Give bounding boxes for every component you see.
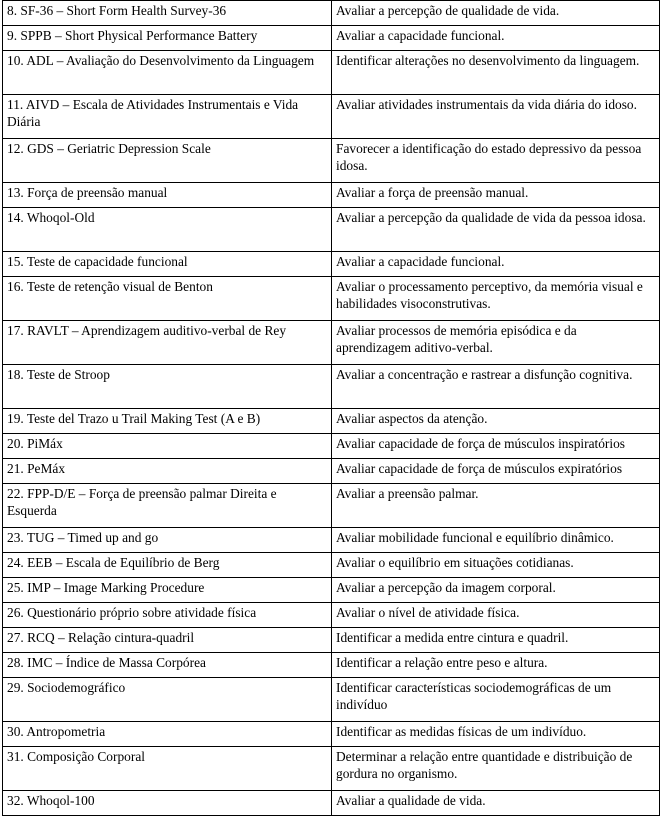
purpose-cell: Avaliar o processamento perceptivo, da memória visual e habilidades visoconstrutivas. bbox=[332, 277, 660, 321]
table-row bbox=[3, 434, 660, 459]
table-row bbox=[3, 26, 660, 51]
instrument-cell: 15. Teste de capacidade funcional bbox=[3, 252, 332, 277]
table-row bbox=[3, 603, 660, 628]
table-row bbox=[3, 208, 660, 252]
table-row bbox=[3, 409, 660, 434]
instrument-cell: 23. TUG – Timed up and go bbox=[3, 528, 332, 553]
table-row bbox=[3, 722, 660, 747]
table-row bbox=[3, 459, 660, 484]
table-row bbox=[3, 484, 660, 528]
instrument-cell: 19. Teste del Trazo u Trail Making Test (A e B) bbox=[3, 409, 332, 434]
table-row bbox=[3, 791, 660, 816]
purpose-cell: Avaliar a preensão palmar. bbox=[332, 484, 660, 528]
purpose-cell: Identificar a medida entre cintura e quadril. bbox=[332, 628, 660, 653]
purpose-cell: Avaliar o nível de atividade física. bbox=[332, 603, 660, 628]
purpose-cell: Avaliar atividades instrumentais da vida diária do idoso. bbox=[332, 95, 660, 139]
table-row bbox=[3, 277, 660, 321]
instrument-cell: 31. Composição Corporal bbox=[3, 747, 332, 791]
table-row bbox=[3, 252, 660, 277]
table-row bbox=[3, 678, 660, 722]
instruments-table bbox=[2, 0, 660, 816]
purpose-cell: Favorecer a identificação do estado depressivo da pessoa idosa. bbox=[332, 139, 660, 183]
instrument-cell: 24. EEB – Escala de Equilíbrio de Berg bbox=[3, 553, 332, 578]
table-row bbox=[3, 553, 660, 578]
table-row bbox=[3, 95, 660, 139]
purpose-cell: Avaliar a concentração e rastrear a disfunção cognitiva. bbox=[332, 365, 660, 409]
purpose-cell: Identificar alterações no desenvolvimento da linguagem. bbox=[332, 51, 660, 95]
instrument-cell: 14. Whoqol-Old bbox=[3, 208, 332, 252]
purpose-cell: Identificar a relação entre peso e altura. bbox=[332, 653, 660, 678]
instrument-cell: 27. RCQ – Relação cintura-quadril bbox=[3, 628, 332, 653]
instrument-cell: 29. Sociodemográfico bbox=[3, 678, 332, 722]
purpose-cell: Avaliar mobilidade funcional e equilíbrio dinâmico. bbox=[332, 528, 660, 553]
instrument-cell: 8. SF-36 – Short Form Health Survey-36 bbox=[3, 1, 332, 26]
purpose-cell: Avaliar o equilíbrio em situações cotidianas. bbox=[332, 553, 660, 578]
purpose-cell: Avaliar a percepção da imagem corporal. bbox=[332, 578, 660, 603]
instrument-cell: 25. IMP – Image Marking Procedure bbox=[3, 578, 332, 603]
purpose-cell: Avaliar a percepção de qualidade de vida. bbox=[332, 1, 660, 26]
instrument-cell: 9. SPPB – Short Physical Performance Battery bbox=[3, 26, 332, 51]
instrument-cell: 21. PeMáx bbox=[3, 459, 332, 484]
table-row bbox=[3, 1, 660, 26]
table-row bbox=[3, 51, 660, 95]
table-row bbox=[3, 653, 660, 678]
purpose-cell: Avaliar aspectos da atenção. bbox=[332, 409, 660, 434]
purpose-cell: Avaliar capacidade de força de músculos inspiratórios bbox=[332, 434, 660, 459]
table-row bbox=[3, 321, 660, 365]
instrument-cell: 32. Whoqol-100 bbox=[3, 791, 332, 816]
purpose-cell: Determinar a relação entre quantidade e distribuição de gordura no organismo. bbox=[332, 747, 660, 791]
table-row bbox=[3, 365, 660, 409]
purpose-cell: Identificar características sociodemográficas de um indivíduo bbox=[332, 678, 660, 722]
instrument-cell: 28. IMC – Índice de Massa Corpórea bbox=[3, 653, 332, 678]
table-row bbox=[3, 139, 660, 183]
table-row bbox=[3, 578, 660, 603]
instrument-cell: 17. RAVLT – Aprendizagem auditivo-verbal de Rey bbox=[3, 321, 332, 365]
instrument-cell: 20. PiMáx bbox=[3, 434, 332, 459]
purpose-cell: Avaliar a capacidade funcional. bbox=[332, 252, 660, 277]
purpose-cell: Avaliar a força de preensão manual. bbox=[332, 183, 660, 208]
table-row bbox=[3, 628, 660, 653]
instrument-cell: 13. Força de preensão manual bbox=[3, 183, 332, 208]
table-row bbox=[3, 747, 660, 791]
purpose-cell: Identificar as medidas físicas de um indivíduo. bbox=[332, 722, 660, 747]
purpose-cell: Avaliar a capacidade funcional. bbox=[332, 26, 660, 51]
purpose-cell: Avaliar processos de memória episódica e da aprendizagem aditivo-verbal. bbox=[332, 321, 660, 365]
purpose-cell: Avaliar capacidade de força de músculos expiratórios bbox=[332, 459, 660, 484]
purpose-cell: Avaliar a percepção da qualidade de vida da pessoa idosa. bbox=[332, 208, 660, 252]
instrument-cell: 11. AIVD – Escala de Atividades Instrumentais e Vida Diária bbox=[3, 95, 332, 139]
instrument-cell: 16. Teste de retenção visual de Benton bbox=[3, 277, 332, 321]
instrument-cell: 10. ADL – Avaliação do Desenvolvimento da Linguagem bbox=[3, 51, 332, 95]
table-row bbox=[3, 183, 660, 208]
purpose-cell: Avaliar a qualidade de vida. bbox=[332, 791, 660, 816]
instrument-cell: 18. Teste de Stroop bbox=[3, 365, 332, 409]
instrument-cell: 12. GDS – Geriatric Depression Scale bbox=[3, 139, 332, 183]
table-row bbox=[3, 528, 660, 553]
instrument-cell: 22. FPP-D/E – Força de preensão palmar Direita e Esquerda bbox=[3, 484, 332, 528]
instrument-cell: 30. Antropometria bbox=[3, 722, 332, 747]
instrument-cell: 26. Questionário próprio sobre atividade física bbox=[3, 603, 332, 628]
